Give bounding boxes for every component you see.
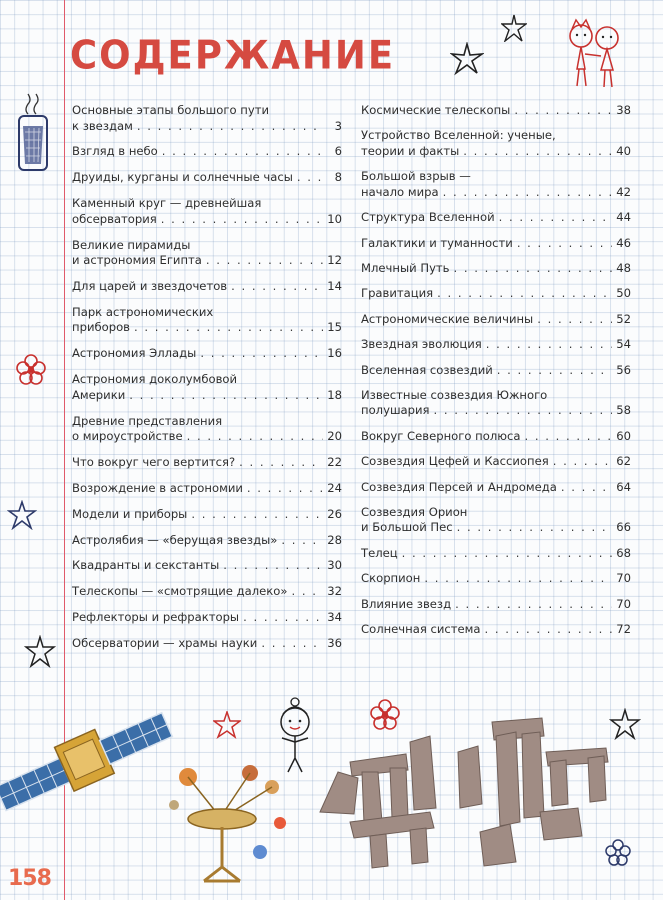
leader-dots xyxy=(437,286,612,302)
toc-entry[interactable] xyxy=(72,346,342,362)
toc-page-number: 48 xyxy=(616,260,631,275)
leader-dots xyxy=(281,533,323,549)
leader-dots xyxy=(231,279,323,295)
toc-entry-title: приборов xyxy=(72,320,131,335)
toc-entry-title: Космические телескопы xyxy=(361,103,511,117)
toc-page-number: 10 xyxy=(327,211,342,226)
toc-entry-title: Астрономические величины xyxy=(361,311,534,326)
toc-page-number: 44 xyxy=(616,210,631,225)
leader-dots xyxy=(553,454,613,470)
leader-dots xyxy=(243,610,323,626)
toc-page-number: 14 xyxy=(327,278,342,293)
toc-page-number: 22 xyxy=(327,454,342,469)
toc-entry-title: Модели и приборы xyxy=(72,506,188,521)
toc-entry-title: Астрономия доколумбовой xyxy=(72,372,238,387)
toc-page-number: 38 xyxy=(616,103,631,117)
leader-dots xyxy=(402,546,613,562)
leader-dots xyxy=(434,403,613,419)
leader-dots xyxy=(537,312,612,328)
star-doodle-icon xyxy=(213,711,241,739)
toc-page-number: 60 xyxy=(616,428,631,443)
toc-entry[interactable] xyxy=(72,507,342,523)
leader-dots xyxy=(455,597,612,613)
toc-entry[interactable] xyxy=(361,597,631,613)
toc-entry[interactable] xyxy=(72,170,342,186)
toc-page-number: 16 xyxy=(327,346,342,361)
toc-page-number: 50 xyxy=(616,286,631,301)
leader-dots xyxy=(261,636,323,652)
toc-entry[interactable] xyxy=(72,196,342,227)
toc-entry[interactable] xyxy=(361,103,631,119)
leader-dots xyxy=(424,571,612,587)
toc-entry-title: Друиды, курганы и солнечные часы xyxy=(72,170,293,185)
leader-dots xyxy=(200,346,323,362)
toc-entry[interactable] xyxy=(361,236,631,252)
leader-dots xyxy=(223,558,323,574)
cup-doodle-icon xyxy=(14,92,52,176)
toc-entry-title: Астролябия — «берущая звезды» xyxy=(72,532,278,547)
toc-entry-title: Парк астрономических xyxy=(72,304,214,319)
toc-entry-title: Структура Вселенной xyxy=(361,210,495,225)
toc-entry-title: Телескопы — «смотрящие далеко» xyxy=(72,584,288,599)
leader-dots xyxy=(191,507,323,523)
toc-entry[interactable] xyxy=(361,169,631,200)
toc-page-number: 72 xyxy=(616,622,631,637)
leader-dots xyxy=(486,337,612,353)
leader-dots xyxy=(454,261,613,277)
toc-page-number: 26 xyxy=(327,506,342,521)
toc-entry-title: Звездная эволюция xyxy=(361,337,482,352)
leader-dots xyxy=(134,320,323,336)
leader-dots xyxy=(162,144,324,160)
leader-dots xyxy=(137,119,324,135)
toc-entry[interactable] xyxy=(72,238,342,269)
toc-entry[interactable] xyxy=(72,455,342,471)
leader-dots xyxy=(524,429,612,445)
leader-dots xyxy=(514,103,612,119)
toc-entry-title: Что вокруг чего вертится? xyxy=(72,454,236,469)
toc-page-number: 24 xyxy=(327,480,342,495)
toc-entry-title: Для царей и звездочетов xyxy=(72,278,228,293)
toc-entry-title: Рефлекторы и рефракторы xyxy=(72,610,240,625)
toc-page-number: 30 xyxy=(327,558,342,573)
toc-page-number: 58 xyxy=(616,403,631,418)
toc-entry-title: Каменный круг — древнейшая xyxy=(72,196,262,211)
toc-page-number: 54 xyxy=(616,337,631,352)
toc-entry-title: Древние представления xyxy=(72,413,223,428)
leader-dots xyxy=(187,429,324,445)
toc-entry-title: Известные созвездия Южного xyxy=(361,387,548,402)
leader-dots xyxy=(497,363,612,379)
toc-page-number: 46 xyxy=(616,235,631,250)
page-number: 158 xyxy=(8,866,51,891)
toc-entry[interactable] xyxy=(72,414,342,445)
page-title: СОДЕРЖАНИЕ xyxy=(70,32,396,79)
toc-entry-title: Галактики и туманности xyxy=(361,235,513,250)
toc-entry[interactable] xyxy=(361,210,631,226)
toc-page-number: 15 xyxy=(327,320,342,335)
toc-entry-title: Созвездия Цефей и Кассиопея xyxy=(361,454,549,469)
toc-page-number: 8 xyxy=(334,170,342,185)
toc-entry-title: Скорпион xyxy=(361,571,421,586)
toc-entry[interactable] xyxy=(72,144,342,160)
star-doodle-icon xyxy=(24,635,56,669)
toc-entry-title: Созвездия Орион xyxy=(361,504,468,519)
toc-entry[interactable] xyxy=(361,571,631,587)
leader-dots xyxy=(129,388,323,404)
toc-entry-title: к звездам xyxy=(72,118,133,133)
toc-entry-title: Вокруг Северного полюса xyxy=(361,428,521,443)
flower-doodle-icon xyxy=(14,352,48,386)
toc-page-number: 18 xyxy=(327,387,342,402)
toc-entry-title: Взгляд в небо xyxy=(72,144,158,159)
toc-page-number: 3 xyxy=(334,118,342,133)
toc-entry-title: Возрождение в астрономии xyxy=(72,480,243,495)
toc-entry-title: Телец xyxy=(361,545,398,560)
toc-entry-title: Солнечная система xyxy=(361,622,481,637)
toc-entry[interactable] xyxy=(72,584,342,600)
toc-entry-title: и Большой Пес xyxy=(361,520,453,535)
star-doodle-icon xyxy=(7,500,37,530)
toc-entry[interactable] xyxy=(72,558,342,574)
toc-entry-title: обсерватория xyxy=(72,211,157,226)
leader-dots xyxy=(239,455,323,471)
toc-entry[interactable] xyxy=(361,388,631,419)
toc-page-number: 64 xyxy=(616,479,631,494)
toc-entry-title: о мироустройстве xyxy=(72,429,183,444)
leader-dots xyxy=(457,520,613,536)
toc-entry[interactable] xyxy=(361,429,631,445)
toc-entry-title: Гравитация xyxy=(361,286,434,301)
toc-page-number: 6 xyxy=(334,144,342,159)
orrery-illustration xyxy=(160,757,295,887)
leader-dots xyxy=(291,584,323,600)
toc-entry[interactable] xyxy=(361,363,631,379)
toc-entry[interactable] xyxy=(72,372,342,403)
children-doodle-icon xyxy=(555,14,635,94)
toc-page-number: 36 xyxy=(327,636,342,651)
toc-entry-title: Квадранты и секстанты xyxy=(72,558,220,573)
leader-dots xyxy=(517,236,612,252)
leader-dots xyxy=(297,170,324,186)
toc-entry[interactable] xyxy=(72,279,342,295)
leader-dots xyxy=(206,253,323,269)
toc-entry-title: Великие пирамиды xyxy=(72,237,191,252)
leader-dots xyxy=(499,210,613,226)
toc-entry[interactable] xyxy=(361,546,631,562)
toc-entry[interactable] xyxy=(361,261,631,277)
toc-page-number: 32 xyxy=(327,584,342,599)
toc-entry-title: Астрономия Эллады xyxy=(72,346,197,361)
toc-page-number: 70 xyxy=(616,596,631,611)
toc-entry[interactable] xyxy=(361,286,631,302)
toc-entry-title: Америки xyxy=(72,387,126,402)
toc-entry[interactable] xyxy=(361,312,631,328)
toc-entry-title: Большой взрыв — xyxy=(361,169,471,184)
leader-dots xyxy=(161,212,323,228)
toc-page-number: 62 xyxy=(616,454,631,469)
stonehenge-illustration xyxy=(310,712,640,882)
toc-entry-title: Млечный Путь xyxy=(361,260,450,275)
toc-entry-title: Влияние звезд xyxy=(361,596,452,611)
toc-page-number: 66 xyxy=(616,520,631,535)
satellite-illustration xyxy=(0,693,182,813)
toc-entry[interactable] xyxy=(72,610,342,626)
toc-page-number: 70 xyxy=(616,571,631,586)
toc-entry-title: полушария xyxy=(361,403,430,418)
toc-entry-title: Основные этапы большого пути xyxy=(72,103,269,117)
toc-page-number: 20 xyxy=(327,429,342,444)
toc-page-number: 12 xyxy=(327,253,342,268)
toc-entry[interactable] xyxy=(72,636,342,652)
toc-entry[interactable] xyxy=(361,505,631,536)
toc-entry-title: начало мира xyxy=(361,184,439,199)
toc-left-column xyxy=(72,103,342,662)
leader-dots xyxy=(485,622,613,638)
leader-dots xyxy=(247,481,323,497)
star-doodle-icon xyxy=(501,14,527,42)
toc-entry[interactable] xyxy=(72,305,342,336)
toc-entry-title: Обсерватории — храмы науки xyxy=(72,636,258,651)
toc-entry-title: Устройство Вселенной: ученые, xyxy=(361,128,556,143)
toc-page-number: 52 xyxy=(616,311,631,326)
toc-page-number: 40 xyxy=(616,143,631,158)
toc-page-number: 34 xyxy=(327,610,342,625)
leader-dots xyxy=(463,144,612,160)
leader-dots xyxy=(443,185,613,201)
toc-entry-title: и астрономия Египта xyxy=(72,253,202,268)
toc-entry[interactable] xyxy=(361,337,631,353)
toc-page-number: 28 xyxy=(327,532,342,547)
toc-entry[interactable] xyxy=(361,128,631,159)
toc-page-number: 56 xyxy=(616,362,631,377)
toc-entry[interactable] xyxy=(361,480,631,496)
toc-entry-title: Вселенная созвездий xyxy=(361,362,493,377)
leader-dots xyxy=(561,480,612,496)
toc-page-number: 68 xyxy=(616,545,631,560)
toc-entry[interactable] xyxy=(72,533,342,549)
star-doodle-icon xyxy=(450,42,484,76)
toc-entry[interactable] xyxy=(361,622,631,638)
toc-page-number: 42 xyxy=(616,184,631,199)
toc-right-column xyxy=(361,103,631,647)
toc-entry-title: Созвездия Персей и Андромеда xyxy=(361,479,557,494)
toc-entry[interactable] xyxy=(361,454,631,470)
toc-entry[interactable] xyxy=(72,103,342,134)
toc-entry[interactable] xyxy=(72,481,342,497)
toc-entry-title: теории и факты xyxy=(361,143,460,158)
